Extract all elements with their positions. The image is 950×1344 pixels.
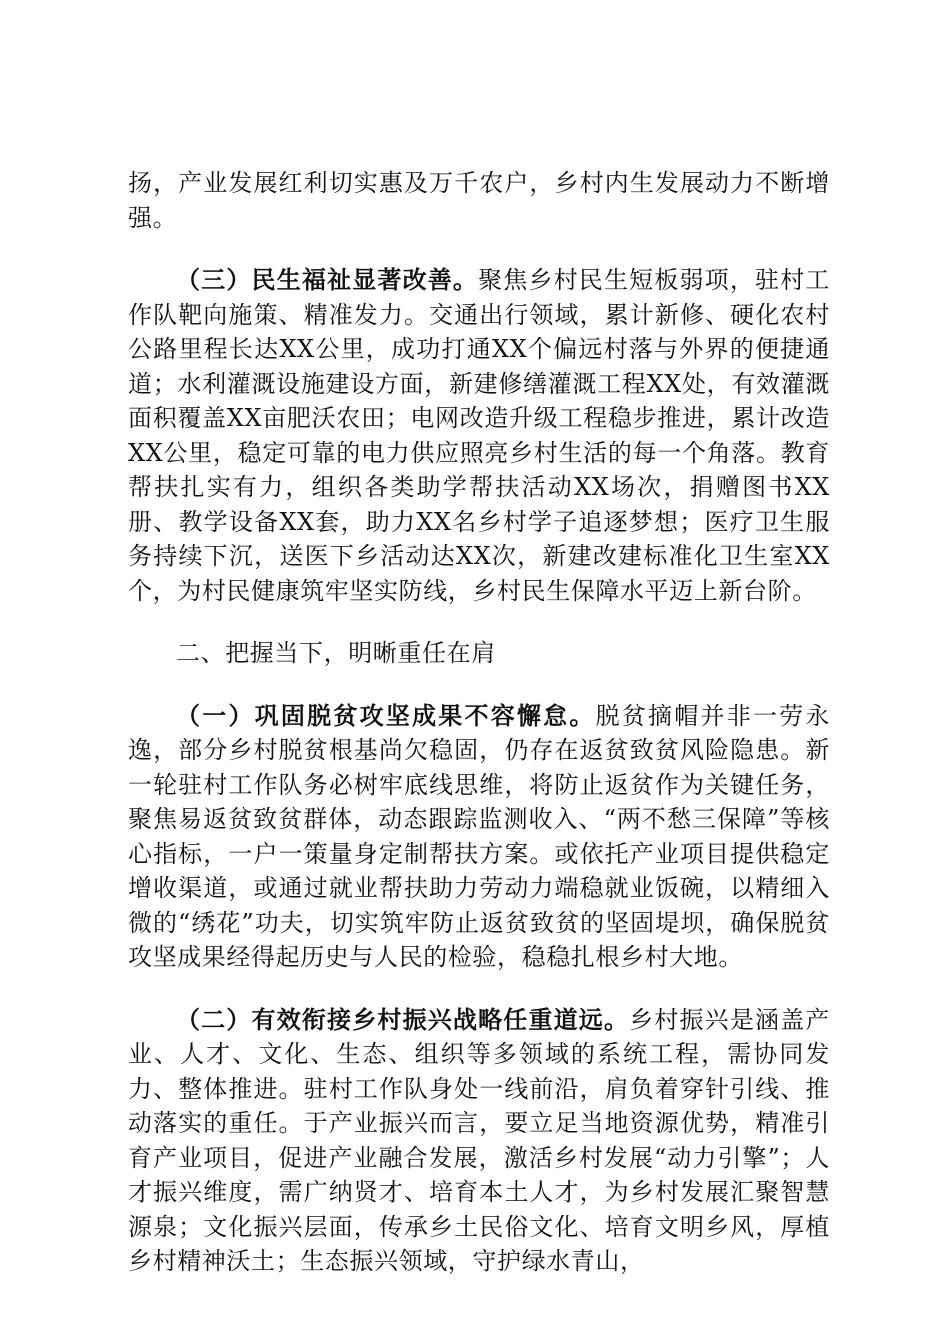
paragraph-revitalization	[128, 1003, 830, 1279]
paragraph-lead-heading: （一）巩固脱贫攻坚成果不容懈怠。	[176, 701, 596, 730]
paragraph-consolidate	[128, 699, 830, 975]
paragraph-text: 乡村振兴是涵盖产业、人才、文化、生态、组织等多领域的系统工程，需协同发力、整体推进。驻村工作队身处一线前沿，肩负着穿针引线、推动落实的重任。于产业振兴而言，要立足当地资源优势，精准引育产业项目，促进产业融合发展，激活乡村发展“动力引擎”；人才振兴维度，需广纳贤才、培育本土人才，为乡村发展汇聚智慧源泉；文化振兴层面，传承乡土民俗文化、培育文明乡风，厚植乡村精神沃土；生态振兴领域，守护绿水青山，	[128, 1005, 830, 1275]
paragraph-livelihood	[128, 263, 830, 608]
paragraph-text: 脱贫摘帽并非一劳永逸，部分乡村脱贫根基尚欠稳固，仍存在返贫致贫风险隐患。新一轮驻村工作队务必树牢底线思维，将防止返贫作为关键任务，聚焦易返贫致贫群体，动态跟踪监测收入、“两不愁三保障”等核心指标，一户一策量身定制帮扶方案。或依托产业项目提供稳定增收渠道，或通过就业帮扶助力劳动力端稳就业饭碗，以精细入微的“绣花”功夫，切实筑牢防止返贫致贫的坚固堤坝，确保脱贫攻坚成果经得起历史与人民的检验，稳稳扎根乡村大地。	[128, 701, 830, 971]
paragraph-text: 聚焦乡村民生短板弱项，驻村工作队靶向施策、精准发力。交通出行领域，累计新修、硬化农村公路里程长达XX公里，成功打通XX个偏远村落与外界的便捷通道；水利灌溉设施建设方面，新建修缮灌溉工程XX处，有效灌溉面积覆盖XX亩肥沃农田；电网改造升级工程稳步推进，累计改造XX公里，稳定可靠的电力供应照亮乡村生活的每一个角落。教育帮扶扎实有力，组织各类助学帮扶活动XX场次，捐赠图书XX册、教学设备XX套，助力XX名乡村学子追逐梦想；医疗卫生服务持续下沉，送医下乡活动达XX次，新建改建标准化卫生室XX个，为村民健康筑牢坚实防线，乡村民生保障水平迈上新台阶。	[128, 266, 830, 605]
paragraph-lead-heading: （二）有效衔接乡村振兴战略任重道远。	[176, 1005, 630, 1034]
section-heading: 二、把握当下，明晰重任在肩	[176, 639, 496, 667]
paragraph-text: 扬，产业发展红利切实惠及万千农户，乡村内生发展动力不断增强。	[128, 169, 830, 232]
paragraph-lead-heading: （三）民生福祉显著改善。	[176, 266, 479, 294]
paragraph-continuation	[128, 166, 830, 235]
document-body	[128, 166, 830, 1307]
